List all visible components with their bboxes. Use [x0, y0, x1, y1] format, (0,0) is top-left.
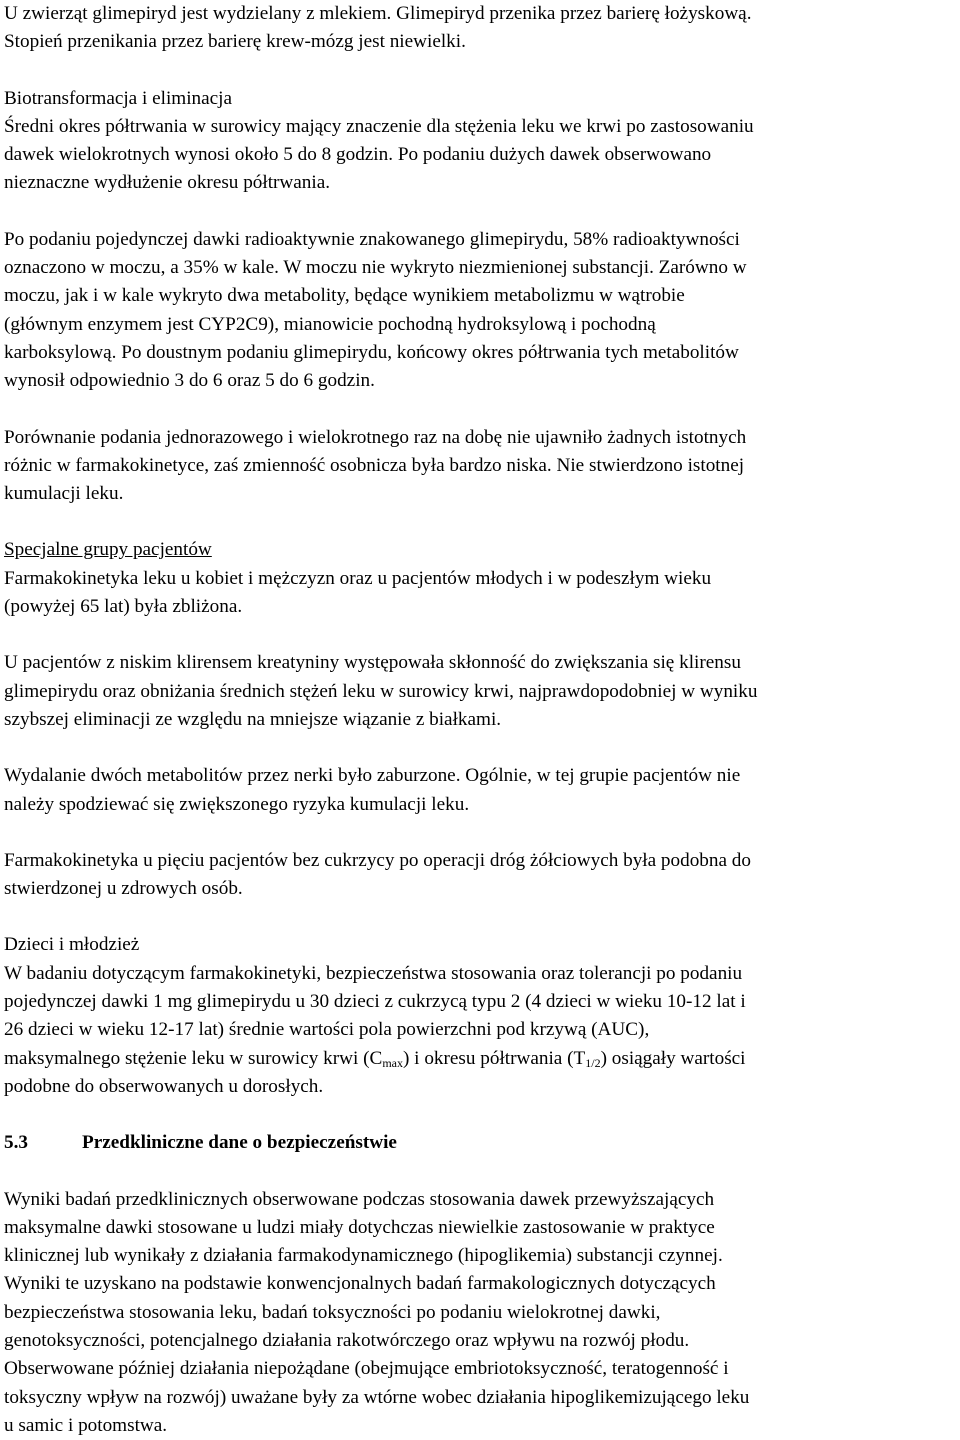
text-fragment: maksymalnego stężenie leku w surowicy krwi (C: [4, 1048, 382, 1069]
subheading-special-groups: Specjalne grupy pacjentów: [4, 536, 954, 564]
section-children: [4, 931, 954, 1101]
paragraph-excretion-milk: [4, 0, 954, 57]
text-line: różnic w farmakokinetyce, zaś zmienność osobnicza była bardzo niska. Nie stwierdzono istotnej: [4, 452, 954, 480]
text-line: U zwierząt glimepiryd jest wydzielany z mlekiem. Glimepiryd przenika przez barierę łożyskową.: [4, 0, 954, 28]
text-line: podobne do obserwowanych u dorosłych.: [4, 1073, 954, 1101]
section-number: 5.3: [4, 1129, 82, 1157]
text-line: Farmakokinetyka u pięciu pacjentów bez cukrzycy po operacji dróg żółciowych była podobna do: [4, 847, 954, 875]
text-line: nieznaczne wydłużenie okresu półtrwania.: [4, 169, 954, 197]
section-heading-5-3: [4, 1129, 954, 1157]
paragraph-creatinine-clearance: [4, 649, 954, 734]
text-line: Porównanie podania jednorazowego i wielokrotnego raz na dobę nie ujawniło żadnych istotnych: [4, 424, 954, 452]
text-line: należy spodziewać się zwiększonego ryzyka kumulacji leku.: [4, 791, 954, 819]
text-line: u samic i potomstwa.: [4, 1412, 954, 1440]
subscript-max: max: [382, 1056, 403, 1070]
text-fragment: ) osiągały wartości: [601, 1048, 746, 1069]
text-line: Obserwowane później działania niepożądane (obejmujące embriotoksyczność, teratogenność i: [4, 1355, 954, 1383]
text-line: karboksylową. Po doustnym podaniu glimepirydu, końcowy okres półtrwania tych metabolitów: [4, 339, 954, 367]
text-line: Po podaniu pojedynczej dawki radioaktywnie znakowanego glimepirydu, 58% radioaktywności: [4, 226, 954, 254]
text-line: Wydalanie dwóch metabolitów przez nerki było zaburzone. Ogólnie, w tej grupie pacjentów nie: [4, 762, 954, 790]
paragraph-radioactivity: [4, 226, 954, 396]
text-line: stwierdzonej u zdrowych osób.: [4, 875, 954, 903]
text-line: dawek wielokrotnych wynosi około 5 do 8 godzin. Po podaniu dużych dawek obserwowano: [4, 141, 954, 169]
text-line: szybszej eliminacji ze względu na mniejsze wiązanie z białkami.: [4, 706, 954, 734]
text-line: Wyniki te uzyskano na podstawie konwencjonalnych badań farmakologicznych dotyczących: [4, 1270, 954, 1298]
subheading-biotransformation: Biotransformacja i eliminacja: [4, 85, 954, 113]
document-page: [4, 0, 954, 1440]
text-line: Średni okres półtrwania w surowicy mający znaczenie dla stężenia leku we krwi po zastosowaniu: [4, 113, 954, 141]
text-line: toksyczny wpływ na rozwój) uważane były za wtórne wobec działania hipoglikemizującego leku: [4, 1384, 954, 1412]
text-line: W badaniu dotyczącym farmakokinetyki, bezpieczeństwa stosowania oraz tolerancji po podaniu: [4, 960, 954, 988]
text-line: wynosił odpowiednio 3 do 6 oraz 5 do 6 godzin.: [4, 367, 954, 395]
text-line: pojedynczej dawki 1 mg glimepirydu u 30 dzieci z cukrzycą typu 2 (4 dzieci w wieku 10-12 lat i: [4, 988, 954, 1016]
text-line: 26 dzieci w wieku 12-17 lat) średnie wartości pola powierzchni pod krzywą (AUC),: [4, 1016, 954, 1044]
text-line: U pacjentów z niskim klirensem kreatyniny występowała skłonność do zwiększania się klirensu: [4, 649, 954, 677]
text-line: Farmakokinetyka leku u kobiet i mężczyzn oraz u pacjentów młodych i w podeszłym wieku: [4, 565, 954, 593]
text-line: bezpieczeństwa stosowania leku, badań toksyczności po podaniu wielokrotnej dawki,: [4, 1299, 954, 1327]
subheading-children: Dzieci i młodzież: [4, 931, 954, 959]
text-line: (głównym enzymem jest CYP2C9), mianowicie pochodną hydroksylową i pochodną: [4, 311, 954, 339]
section-special-groups: [4, 536, 954, 621]
section-title: Przedkliniczne dane o bezpieczeństwie: [82, 1132, 397, 1153]
paragraph-dosing-comparison: [4, 424, 954, 509]
text-line: kumulacji leku.: [4, 480, 954, 508]
paragraph-renal-excretion: [4, 762, 954, 819]
text-line: Wyniki badań przedklinicznych obserwowane podczas stosowania dawek przewyższających: [4, 1186, 954, 1214]
paragraph-biliary-surgery: [4, 847, 954, 904]
subscript-half: 1/2: [585, 1056, 600, 1070]
text-line: moczu, jak i w kale wykryto dwa metabolity, będące wynikiem metabolizmu w wątrobie: [4, 282, 954, 310]
text-line: glimepirydu oraz obniżania średnich stężeń leku w surowicy krwi, najprawdopodobniej w wyniku: [4, 678, 954, 706]
text-fragment: ) i okresu półtrwania (T: [403, 1048, 585, 1069]
section-biotransformation: [4, 85, 954, 198]
text-line: (powyżej 65 lat) była zbliżona.: [4, 593, 954, 621]
text-line: oznaczono w moczu, a 35% w kale. W moczu nie wykryto niezmienionej substancji. Zarówno w: [4, 254, 954, 282]
text-line: Stopień przenikania przez barierę krew-mózg jest niewielki.: [4, 28, 954, 56]
paragraph-preclinical: [4, 1186, 954, 1440]
text-line: klinicznej lub wynikały z działania farmakodynamicznego (hipoglikemia) substancji czynnej.: [4, 1242, 954, 1270]
text-line-with-subscripts: [4, 1045, 954, 1073]
text-line: genotoksyczności, potencjalnego działania rakotwórczego oraz wpływu na rozwój płodu.: [4, 1327, 954, 1355]
text-line: maksymalne dawki stosowane u ludzi miały dotychczas niewielkie zastosowanie w praktyce: [4, 1214, 954, 1242]
